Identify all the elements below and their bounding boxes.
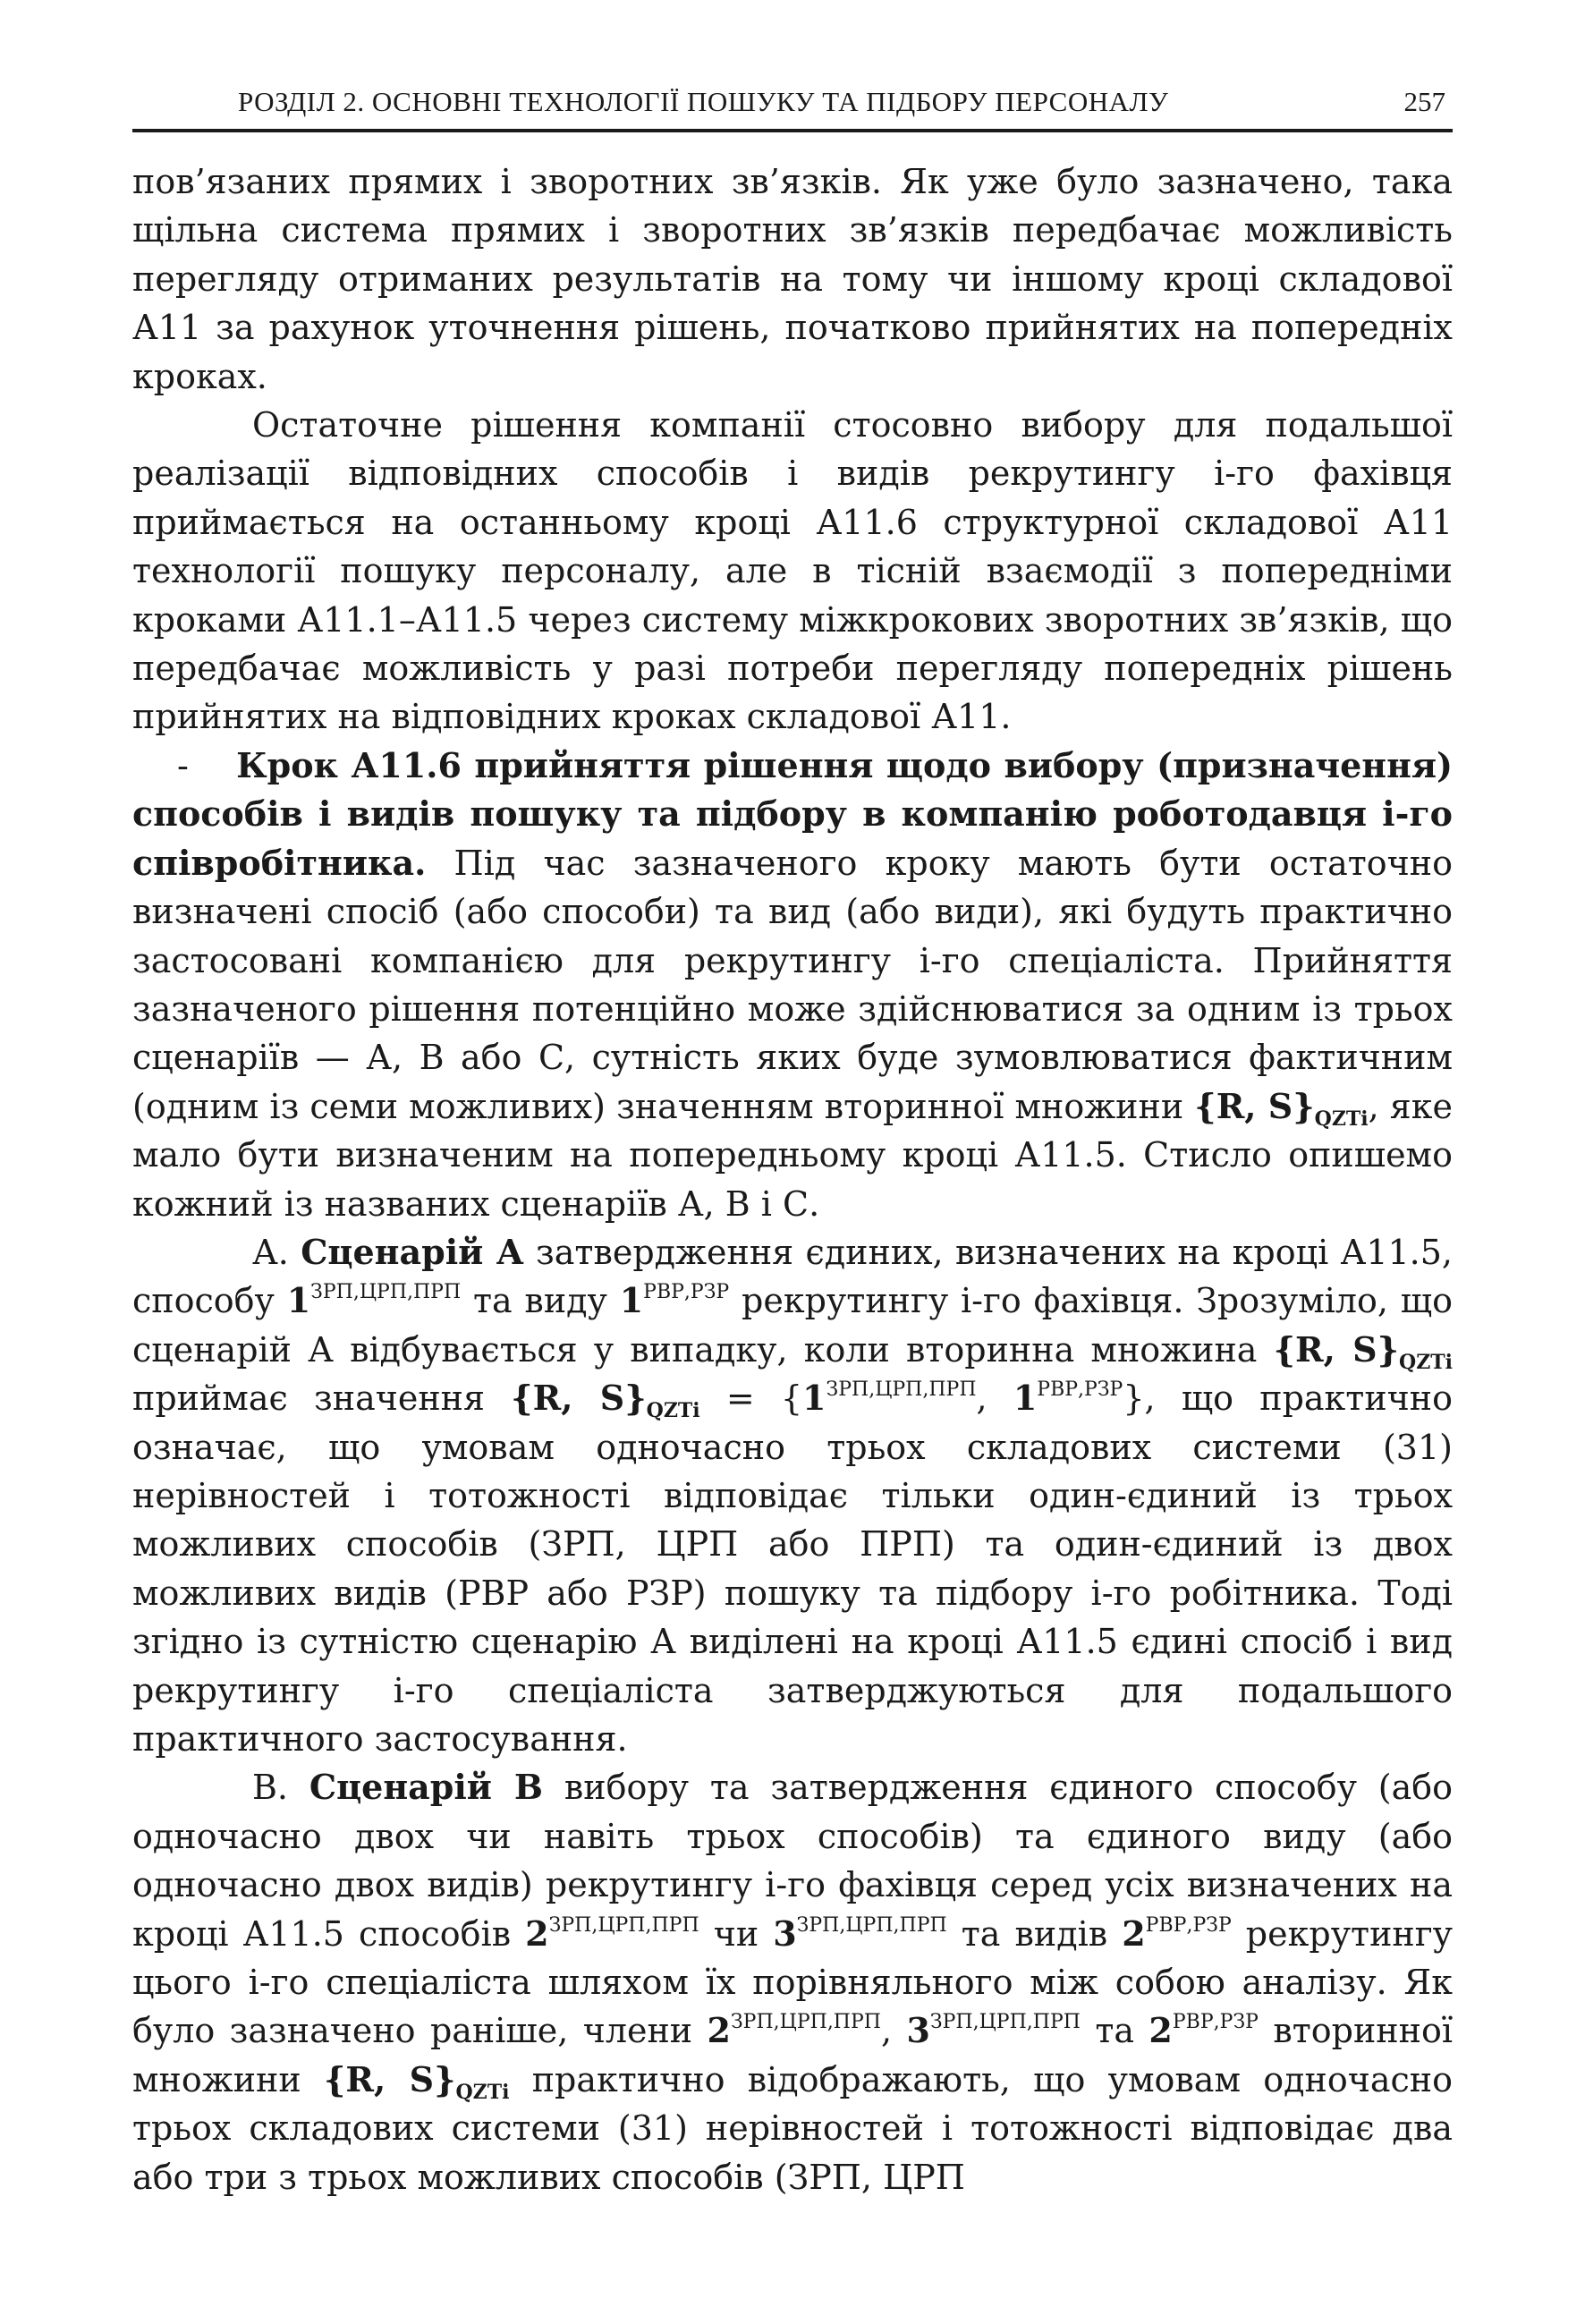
scenario-b-text-6: та <box>1080 2011 1149 2051</box>
scenario-a-text-4: приймає значення <box>132 1378 512 1419</box>
math-sup: РВР,РЗР <box>1037 1378 1123 1402</box>
math-3: 3 <box>773 1913 797 1954</box>
close-brace: } <box>1123 1378 1145 1419</box>
math-2: 2 <box>1122 1913 1146 1954</box>
math-1: 1 <box>619 1280 644 1321</box>
math-sup: РВР,РЗР <box>1172 2011 1259 2034</box>
scenario-b-text-1: вибору та затвердження єдиного способу (або одночасно двох чи навіть трьох способів) та єдиного виду (або одночасно двох видів) рекрутингу і-го фахівця серед усіх визначених на кроці А11.5 способів <box>132 1768 1453 1954</box>
paragraph-1: пов’язаних прямих і зворотних зв’язків. Як уже було зазначено, така щільна система прямих і зворотних зв’язків передбачає можливість перегляду отриманих результатів на тому чи іншому кроці складової А11 за рахунок уточнення рішень, початково прийнятих на попередніх кроках. <box>132 162 1453 396</box>
scenario-a-title: Сценарій А <box>301 1231 524 1272</box>
scenario-b-text-3: та видів <box>946 1913 1123 1954</box>
math-comma: , <box>976 1378 1013 1419</box>
paragraph-2: Остаточне рішення компанії стосовно вибору для подальшої реалізації відповідних способів і видів рекрутингу і-го фахівця приймається на останньому кроці А11.6 структурної складової А11 технології пошуку персоналу, але в тісній взаємодії з попередніми кроками А11.1–А11.5 через систему міжкрокових зворотних зв’язків, що передбачає можливість у разі потреби перегляду попередніх рішень прийнятих на відповідних кроках складової А11. <box>132 405 1453 737</box>
set-rs: {R, S} <box>323 2058 456 2099</box>
set-rs: {R, S} <box>511 1378 647 1419</box>
scenario-b-text-4: рекрутингу цього і-го спеціаліста шляхом їх порівняльного між собою аналізу. Як було зазначено раніше, члени <box>132 1913 1453 2051</box>
math-1: 1 <box>802 1378 826 1419</box>
set-subscript: QZTi <box>646 1399 700 1423</box>
set-subscript: QZTi <box>455 2080 510 2104</box>
math-3: 3 <box>906 2010 930 2051</box>
step-text-b: , яке мало бути визначеним на попередньому кроці А11.5. Стисло опишемо кожний із названих сценаріїв А, В і С. <box>132 1086 1454 1224</box>
running-title: РОЗДІЛ 2. ОСНОВНІ ТЕХНОЛОГІЇ ПОШУКУ ТА ПІДБОРУ ПЕРСОНАЛУ <box>238 86 1169 117</box>
math-2: 2 <box>707 2010 731 2051</box>
page-number: 257 <box>1403 86 1445 117</box>
set-rs: {R, S} <box>1273 1328 1400 1370</box>
math-sup: ЗРП,ЦРП,ПРП <box>730 2011 881 2034</box>
math-2: 2 <box>525 1913 549 1954</box>
scenario-b-title: Сценарій В <box>309 1767 544 1808</box>
math-sup: РВР,РЗР <box>1145 1913 1232 1937</box>
math-sup: РВР,РЗР <box>643 1281 730 1304</box>
paragraph-step-a11-6 <box>132 742 1453 1228</box>
math-2: 2 <box>1148 2010 1173 2051</box>
math-sup: ЗРП,ЦРП,ПРП <box>548 1913 699 1937</box>
equals-brace: = { <box>699 1378 803 1419</box>
scenario-a-text-1: затвердження єдиних, визначених на кроці А11.5, способу <box>132 1232 1454 1321</box>
step-text-a: Під час зазначеного кроку мають бути остаточно визначені спосіб (або способи) та вид (або види), які будуть практично застосовані компанією для рекрутингу і-го спеціаліста. Прийняття зазначеного рішення потенційно може здійснюватися за одним із трьох сценаріїв — А, В або С, сутність яких буде зумовлюватися фактичним (одним із семи можливих) значенням вторинної множини <box>132 843 1453 1126</box>
scenario-b-text-7: вторинної множини <box>132 2011 1453 2099</box>
scenario-a-text-3: рекрутингу і-го фахівця. Зрозуміло, що сценарій А відбувається у випадку, коли вторинна множина <box>132 1281 1453 1370</box>
scenario-a-text-2: та виду <box>461 1281 620 1321</box>
list-dash: - <box>177 745 189 785</box>
running-header <box>132 86 1453 132</box>
math-sup: ЗРП,ЦРП,ПРП <box>929 2011 1081 2034</box>
math-sup: ЗРП,ЦРП,ПРП <box>796 1913 947 1937</box>
page-body <box>132 157 1453 2201</box>
step-heading: Крок А11.6 прийняття рішення щодо вибору (призначення) способів і видів пошуку та підбору в компанію роботодавця і-го співробітника. <box>132 744 1453 883</box>
paragraph-scenario-a <box>132 1228 1453 1763</box>
scenario-b-letter: В. <box>252 1768 309 1808</box>
scenario-b-text-8: практично відображають, що умовам одночасно трьох складових системи (31) нерівностей і тотожності відповідає два або три з трьох можливих способів (ЗРП, ЦРП <box>132 2059 1454 2197</box>
math-1: 1 <box>286 1280 311 1321</box>
scenario-a-text-5: , що практично означає, що умовам одночасно трьох складових системи (31) нерівностей і тотожності відповідає тільки один-єдиний із трьох можливих способів (ЗРП, ЦРП або ПРП) та один-єдиний із двох можливих видів (РВР або РЗР) пошуку та підбору і-го робітника. Тоді згідно із сутністю сценарію А виділені на кроці А11.5 єдині спосіб і вид рекрутингу і-го спеціаліста затверджуються для подальшого практичного застосування. <box>132 1378 1453 1759</box>
scenario-a-letter: А. <box>252 1232 301 1272</box>
math-sup: ЗРП,ЦРП,ПРП <box>310 1281 462 1304</box>
math-1: 1 <box>1013 1378 1038 1419</box>
scenario-b-text-5: , <box>880 2011 907 2051</box>
set-subscript: QZTi <box>1314 1107 1369 1131</box>
set-rs: {R, S} <box>1194 1085 1315 1126</box>
paragraph-scenario-b <box>132 1763 1453 2201</box>
math-sup: ЗРП,ЦРП,ПРП <box>826 1378 977 1402</box>
set-subscript: QZTi <box>1399 1350 1453 1374</box>
scenario-b-text-2: чи <box>699 1913 774 1954</box>
